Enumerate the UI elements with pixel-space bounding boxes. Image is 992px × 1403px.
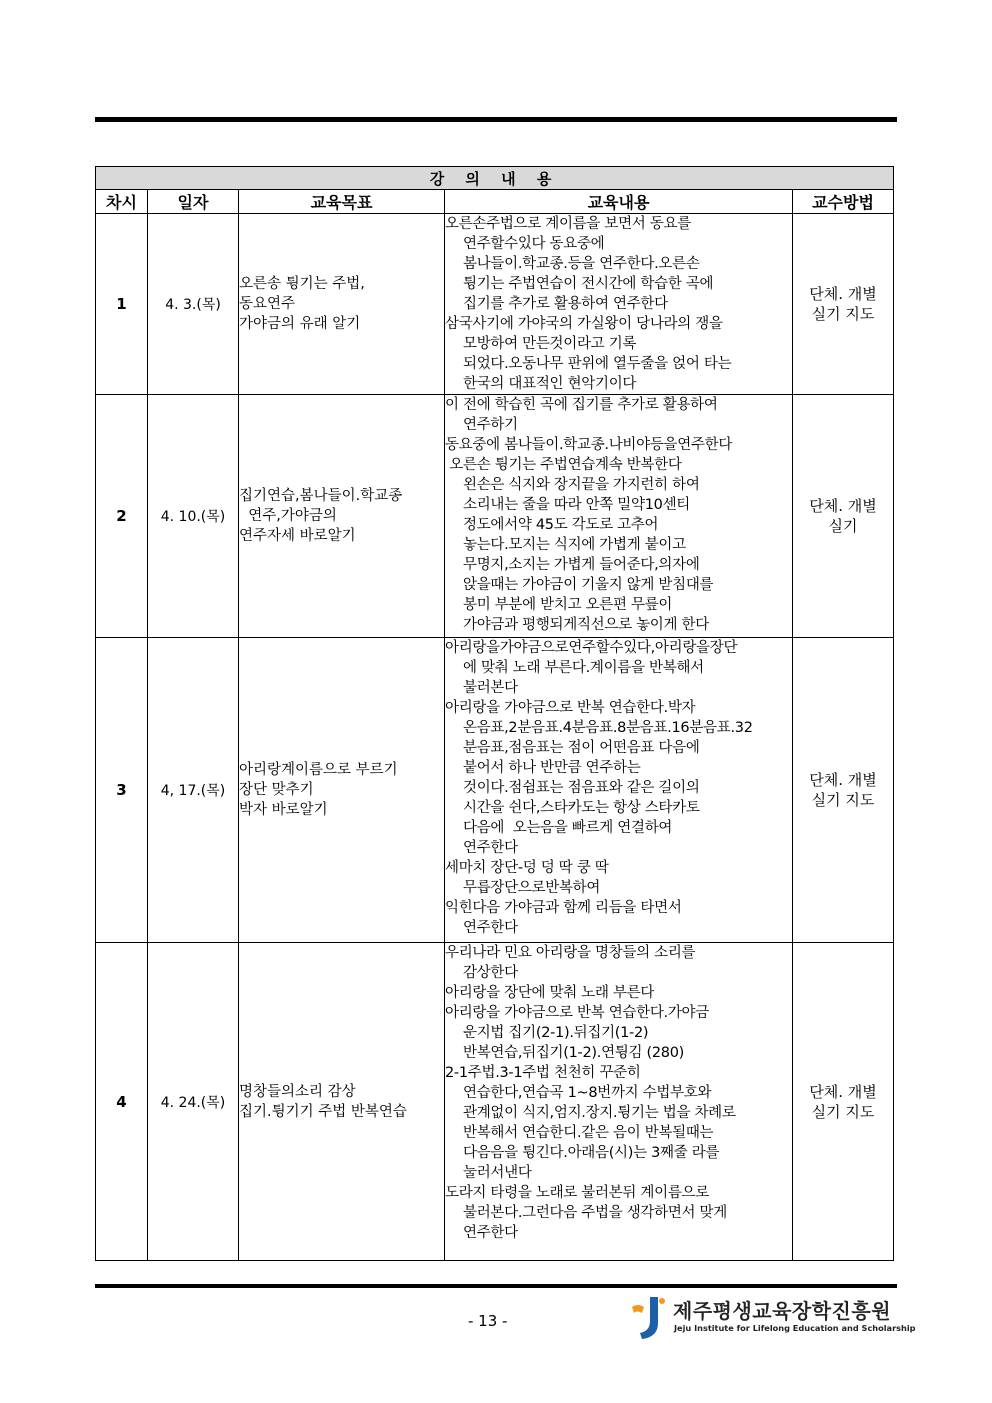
content-line: 도라지 타령을 노래로 불러본뒤 계이름으로 [445, 1185, 709, 1201]
goal-line: 집기.튕기기 주법 반복연습 [239, 1103, 407, 1120]
content-line: 불러본다.그런다음 주법을 생각하면서 맞게 [463, 1205, 727, 1221]
session-date: 4. 3.(목) [148, 214, 239, 395]
content-line: 봉미 부분에 받치고 오른편 무릎이 [463, 597, 673, 613]
header-content: 교육내용 [445, 190, 793, 214]
content-line: 모방하여 만든것이라고 기록 [463, 336, 637, 352]
content-line: 연주한다 [463, 840, 518, 856]
content-line: 한국의 대표적인 현악기이다 [463, 376, 637, 392]
content-line: 무릅장단으로반복하여 [463, 880, 601, 896]
page-number: - 13 - [468, 1312, 508, 1330]
content-line: 왼손은 식지와 장지끝을 가지런히 하여 [463, 477, 700, 493]
session-method [793, 638, 894, 943]
content-line: 삼국사기에 가야국의 가실왕이 당나라의 쟁을 [445, 316, 723, 332]
content-line: 분음표,점음표는 점이 어떤음표 다음에 [463, 740, 700, 756]
session-method [793, 395, 894, 638]
content-line: 반복해서 연습한디.같은 음이 반복될때는 [463, 1125, 714, 1141]
session-method [793, 214, 894, 395]
content-line: 놓는다.모지는 식지에 가볍게 붙이고 [463, 537, 686, 553]
content-line: 세마치 장단-덩 덩 딱 쿵 딱 [445, 860, 609, 876]
content-line: 되었다.오동나무 판위에 열두줄을 얹어 타는 [463, 356, 732, 372]
content-line: 튕기는 주법연습이 전시간에 학습한 곡에 [463, 276, 714, 292]
org-name: 제주평생교육장학진흥원 [673, 1299, 892, 1323]
content-line: 우리나라 민요 아리랑을 명창들의 소리를 [445, 945, 696, 961]
table-row [96, 943, 894, 1261]
goal-line: 장단 맞추기 [239, 782, 314, 798]
goal-line: 명창들의소리 감상 [239, 1083, 356, 1100]
lecture-table [95, 166, 894, 1261]
content-line: 붙어서 하나 반만큼 연주하는 [463, 760, 641, 776]
content-line: 오른손주법으로 계이름을 보면서 동요를 [445, 216, 691, 232]
session-goal [239, 214, 445, 395]
content-line: 정도에서약 45도 각도로 고추어 [463, 517, 659, 533]
session-date: 4. 24.(목) [148, 943, 239, 1261]
method-line: 실기 지도 [811, 791, 875, 809]
content-line: 것이다.점쉼표는 점음표와 같은 길이의 [463, 780, 700, 796]
header-goal: 교육목표 [239, 190, 445, 214]
method-line: 단체. 개별 [809, 497, 877, 515]
content-line: 2-1주법.3-1주법 천천히 꾸준히 [445, 1065, 641, 1081]
org-logo [628, 1293, 916, 1343]
goal-line: 박자 바로알기 [239, 802, 328, 818]
method-line: 단체. 개별 [809, 285, 877, 303]
content-line: 시간을 쉰다,스타카도는 항상 스타카토 [463, 800, 700, 816]
table-row [96, 214, 894, 395]
content-line: 익힌다음 가야금과 함께 리듬을 타면서 [445, 900, 682, 916]
session-goal [239, 638, 445, 943]
content-line: 감상한다 [463, 965, 518, 981]
method-line: 단체. 개별 [809, 771, 877, 789]
session-goal [239, 943, 445, 1261]
session-content [445, 395, 793, 638]
content-line: 연주하기 [463, 417, 518, 433]
method-line: 실기 지도 [811, 1102, 875, 1121]
table-title: 강 의 내 용 [96, 167, 894, 190]
table-row [96, 638, 894, 943]
content-line: 앉을때는 가야금이 기울지 않게 받침대를 [463, 577, 714, 593]
org-name-en: Jeju Institute for Lifelong Education and Scholarship [674, 1323, 916, 1333]
goal-line: 오른송 튕기는 주법, [239, 276, 365, 292]
content-line: 아리랑을가야금으로연주할수있다,아리랑을장단 [445, 640, 738, 656]
content-line: 다음음을 튕긴다.아래음(시)는 3째줄 라를 [463, 1145, 720, 1161]
content-line: 운지법 집기(2-1).뒤집기(1-2) [463, 1025, 649, 1041]
goal-line: 아리랑계이름으로 부르기 [239, 762, 398, 778]
content-line: 다음에 오는음을 빠르게 연결하여 [463, 820, 673, 836]
content-line: 불러본다 [463, 680, 518, 696]
session-content [445, 638, 793, 943]
content-line: 봄나들이.학교종.등을 연주한다.오른손 [463, 256, 700, 272]
goal-line: 동요연주 [239, 296, 296, 312]
session-content [445, 214, 793, 395]
session-method [793, 943, 894, 1261]
content-line: 온음표,2분음표.4분음표.8분음표.16분음표.32 [463, 720, 753, 736]
content-line: 아리랑을 가야금으로 반복 연습한다.가야금 [445, 1005, 709, 1021]
content-line: 연주할수있다 동요중에 [463, 236, 605, 252]
goal-line: 가야금의 유래 알기 [239, 316, 361, 332]
header-session: 차시 [96, 190, 148, 214]
content-line: 아리랑을 가야금으로 반복 연습한다.박자 [445, 700, 696, 716]
content-line: 연주한다 [463, 1225, 518, 1241]
session-number: 4 [96, 943, 148, 1261]
method-line: 실기 [828, 517, 858, 535]
session-number: 3 [96, 638, 148, 943]
session-date: 4, 17.(목) [148, 638, 239, 943]
content-line: 오른손 튕기는 주법연습계속 반복한다 [445, 457, 682, 473]
session-date: 4. 10.(목) [148, 395, 239, 638]
session-goal [239, 395, 445, 638]
content-line: 눌러서낸다 [463, 1165, 532, 1181]
content-line: 동요중에 봄나들이.학교종.나비야등을연주한다 [445, 437, 733, 453]
header-method: 교수방법 [793, 190, 894, 214]
content-line: 이 전에 학습힌 곡에 집기를 추가로 활용하여 [445, 397, 718, 413]
session-number: 1 [96, 214, 148, 395]
content-line: 연습한다,연습곡 1~8번까지 수법부호와 [463, 1085, 712, 1101]
content-line: 반복연습,뒤집기(1-2).연튕김 (280) [463, 1045, 684, 1061]
goal-line: 집기연습,봄나들이.학교종 [239, 488, 403, 504]
content-line: 소리내는 줄을 따라 안쪽 밀약10센티 [463, 497, 690, 513]
goal-line: 연주,가야금의 [239, 508, 337, 524]
method-line: 실기 지도 [811, 305, 875, 323]
content-line: 가야금과 평행되게직선으로 놓이게 한다 [463, 617, 709, 633]
goal-line: 연주자세 바로알기 [239, 528, 356, 544]
method-line: 단체. 개별 [809, 1082, 877, 1101]
content-line: 무명지,소지는 가볍게 들어준다,의자에 [463, 557, 700, 573]
bottom-rule [95, 1284, 897, 1288]
top-rule [95, 117, 897, 122]
session-number: 2 [96, 395, 148, 638]
table-row [96, 395, 894, 638]
header-date: 일자 [148, 190, 239, 214]
session-content [445, 943, 793, 1261]
org-logo-icon [628, 1293, 668, 1341]
content-line: 집기를 추가로 활용하여 연주한다 [463, 296, 668, 312]
content-line: 연주한다 [463, 920, 518, 936]
content-line: 아리랑을 장단에 맞춰 노래 부른다 [445, 985, 655, 1001]
content-line: 에 맞춰 노래 부른다.계이름을 반복해서 [463, 660, 704, 676]
content-line: 관계없이 식지,엄지.장지.튕기는 법을 차례로 [463, 1105, 736, 1121]
